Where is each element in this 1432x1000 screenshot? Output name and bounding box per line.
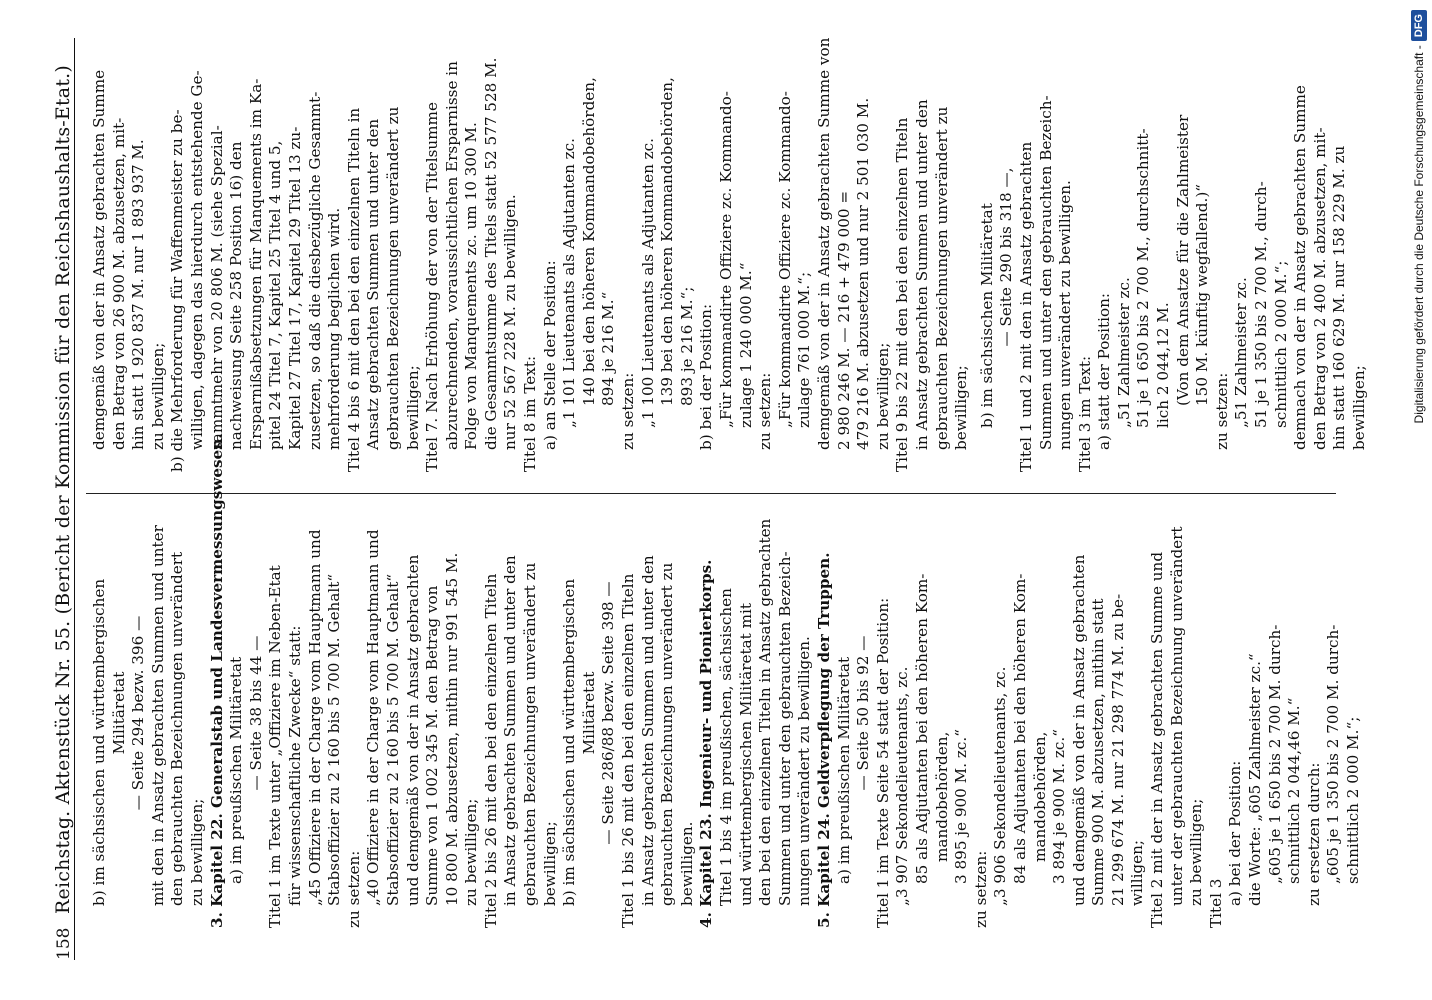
text-line: Militäretat (109, 671, 128, 755)
text-line: zu setzen: (619, 372, 638, 450)
text-line: bewilligen; (540, 821, 559, 906)
text-line: 10 800 M. abzusetzen, mithin nur 991 545 M. (442, 552, 461, 906)
text-line: „45 Offiziere in der Charge vom Hauptmann und (305, 529, 324, 906)
text-line: b) im sächsischen und württembergischen (90, 578, 108, 906)
right-text-column (90, 37, 1368, 472)
text-line: Titel 1 und 2 mit den in Ansatz gebrachten (1016, 141, 1035, 472)
running-title: Reichstag. Aktenstück Nr. 55. (Bericht der Kommission für den Reichshaushalts-Etat.) (52, 64, 74, 914)
text-line: — Seite 38 bis 44 — (246, 635, 265, 791)
text-line: Titel 4 bis 6 mit den bei den einzelnen Titeln in (344, 107, 363, 472)
text-line: den Betrag von 2 400 M. abzusetzen, mit- (1310, 127, 1329, 450)
text-line: demnach von der in Ansatz gebrachten Summe (1291, 85, 1310, 450)
text-line: Titel 1 im Texte unter „Offiziere im Neben-Etat (266, 565, 285, 928)
text-line: 479 216 M. abzusetzen und nur 2 501 030 M. (854, 97, 873, 450)
text-line: Titel 2 bis 26 mit den bei den einzelnen Titeln (481, 573, 500, 928)
credit-text: Digitalisierung gefördert durch die Deutsche Forschungsgemeinschaft - (1412, 45, 1426, 424)
text-line: Titel 3 im Text: (1075, 355, 1094, 472)
text-line: Folge von Manquements zc. um 10 300 M. (462, 122, 481, 450)
text-line: Kapitel 27 Titel 17, Kapitel 29 Titel 13 zu- (285, 126, 304, 450)
text-line: 3 894 je 900 M. zc.“ (1050, 729, 1069, 884)
text-line: demgemäß von der in Ansatz gebrachten Summe von (814, 37, 833, 450)
text-line: „605 je 1 350 bis 2 700 M. durch- (1324, 624, 1343, 884)
text-line: a) im preußischen Militäretat (227, 656, 246, 884)
text-line: bewilligen. (677, 821, 696, 906)
text-line: „3 907 Sekondelieutenants, zc. (893, 666, 912, 906)
text-line: 84 als Adjutanten bei den höheren Kom- (1010, 573, 1029, 884)
text-line: zu bewilligen; (1187, 798, 1206, 906)
text-line: mit den in Ansatz gebrachten Summen und unter (148, 525, 167, 906)
text-line: Ansatz gebrachten Summen und unter den (364, 118, 383, 450)
text-line: schnittlich 2 000 M.“; (1271, 260, 1290, 428)
text-line: hin statt 1 920 837 M. nur 1 893 937 M. (129, 139, 148, 450)
text-line: den gebrauchten Bezeichnungen unverändert (168, 551, 187, 906)
text-line: in Ansatz gebrachten Summen und unter den (638, 555, 657, 906)
text-line: bewilligen; (1350, 365, 1368, 450)
text-line: schnittlich 2 000 M.“; (1344, 716, 1362, 884)
text-line: und demgemäß von der in Ansatz gebrachten (1069, 554, 1088, 906)
text-line: Titel 1 bis 4 im preußischen, sächsischen (717, 588, 735, 906)
text-line: „51 Zahlmeister zc. (1114, 277, 1133, 428)
text-line: „1 101 Lieutenants als Adjutanten zc. (560, 137, 579, 428)
text-line: 140 bei den höheren Kommandobehörden, (579, 77, 598, 406)
text-line: Ersparnißabsetzungen für Manquements im Ka- (246, 78, 265, 450)
text-line: den bei den einzelnen Titeln in Ansatz gebrachten (756, 518, 775, 906)
text-line: Summe 900 M. abzusetzen, mithin statt (1089, 598, 1108, 906)
text-line: 893 je 216 M.“; (677, 286, 696, 406)
dfg-logo: DFG (1411, 10, 1427, 41)
text-line: Titel 3 (1206, 878, 1225, 928)
text-line: pitel 24 Titel 7, Kapitel 25 Titel 4 und 5, (266, 140, 285, 450)
text-line: mandobehörden, (932, 731, 951, 862)
text-line: nur 52 567 228 M. zu bewilligen. (501, 194, 520, 450)
text-line: Summen und unter den gebrauchten Bezeich- (1036, 95, 1055, 450)
text-line: zu ersetzen durch: (1304, 762, 1323, 906)
text-line: (Von dem Ansatze für die Zahlmeister (1173, 114, 1192, 406)
text-line: a) im preußischen Militäretat (834, 656, 853, 884)
text-line: Titel 1 im Texte Seite 54 statt der Position: (873, 597, 892, 928)
text-line: Stabsoffizier zu 2 160 bis 5 700 M. Gehalt“ (325, 573, 344, 906)
text-line: „Für kommandirte Offiziere zc. Kommando- (717, 91, 735, 428)
text-line: mandobehörden, (1030, 731, 1049, 862)
text-line: „51 Zahlmeister zc. (1232, 277, 1251, 428)
text-line: zu bewilligen; (462, 798, 481, 906)
text-line: den Betrag von 26 900 M. abzusetzen, mit- (109, 117, 128, 450)
text-line: demgemäß von der in Ansatz gebrachten Summe (90, 69, 108, 450)
text-line: 4. Kapitel 23. Ingenieur- und Pionierkorps. (697, 559, 716, 928)
text-line: 3. Kapitel 22. Generalstab und Landesvermessungswesen. (207, 433, 226, 928)
text-line: 85 als Adjutanten bei den höheren Kom- (912, 573, 931, 884)
text-line: 2 980 246 M. — 216 + 479 000 = (834, 190, 853, 450)
text-line: in Ansatz gebrachten Summen und unter den (912, 99, 931, 450)
text-line: a) statt der Position: (1095, 293, 1114, 450)
text-line: und württembergischen Militäretat mit (736, 603, 755, 906)
text-line: Titel 7. Nach Erhöhung der von der Titelsumme (423, 102, 442, 472)
text-line: a) bei der Position: (1226, 760, 1245, 906)
text-line: 139 bei den höheren Kommandobehörden, (658, 77, 677, 406)
text-line: — Seite 290 bis 318 —, (997, 167, 1016, 347)
text-line: unter der gebrauchten Bezeichnung unverändert (1167, 526, 1186, 906)
text-line: zu setzen: (756, 372, 775, 450)
running-header (38, 38, 75, 960)
text-line: Summe von 1 002 345 M. den Betrag von (423, 585, 442, 906)
text-line: bewilligen; (403, 365, 422, 450)
text-line: Titel 8 im Text: (521, 355, 540, 472)
text-line: die Worte: „605 Zahlmeister zc.“ (1246, 653, 1265, 906)
text-line: gebrauchten Bezeichnungen unverändert zu (383, 106, 402, 450)
text-line: mehrforderung beglichen wird. (325, 207, 344, 450)
text-line: zulage 1 240 000 M.“ (736, 262, 755, 428)
page-number: 158 (54, 927, 74, 960)
text-line: Summen und unter den gebrauchten Bezeich- (775, 551, 794, 906)
column-divider (86, 493, 1336, 494)
text-line: a) an Stelle der Position: (540, 260, 559, 450)
text-line: 51 je 1 650 bis 2 700 M., durchschnitt- (1134, 128, 1153, 428)
text-line: — Seite 286/88 bezw. Seite 398 — (599, 581, 618, 845)
text-line: zulage 761 000 M.“; (795, 271, 814, 428)
text-line: „1 100 Lieutenants als Adjutanten zc. (638, 137, 657, 428)
text-line: Titel 1 bis 26 mit den bei den einzelnen Titeln (619, 573, 638, 928)
text-line: Militäretat (579, 671, 598, 755)
text-line: „40 Offiziere in der Charge vom Hauptmann und (364, 529, 383, 906)
text-line: Titel 9 bis 22 mit den bei den einzelnen Titeln (893, 117, 912, 472)
text-line: lich 2 044,12 M. (1154, 302, 1173, 428)
left-text-column (90, 433, 1362, 928)
text-line: b) im sächsischen Militäretat (977, 203, 996, 428)
text-line: abzurechnenden, voraussichtlichen Ersparnisse in (442, 61, 461, 450)
text-line: 5. Kapitel 24. Geldverpflegung der Truppen. (814, 552, 833, 928)
text-line: und demgemäß von der in Ansatz gebrachten (403, 554, 422, 906)
text-line: b) die Mehrforderung für Waffenmeister zu be- (168, 109, 187, 472)
text-line: hin statt 160 629 M. nur 158 229 M. zu (1330, 145, 1349, 450)
text-line: „Für kommandirte Offiziere zc. Kommando- (775, 91, 794, 428)
text-line: „3 906 Sekondelieutenants, zc. (991, 666, 1010, 906)
text-line: in Ansatz gebrachten Summen und unter den (501, 555, 520, 906)
text-line: zu setzen: (1212, 372, 1231, 450)
text-line: — Seite 294 bezw. 396 — (129, 615, 148, 811)
text-line: 894 je 216 M.“ (599, 291, 618, 406)
text-line: für wissenschaftliche Zwecke“ statt: (285, 625, 304, 906)
text-line: zu bewilligen; (148, 342, 167, 450)
text-line: schnittlich 2 044,46 M.“ (1285, 697, 1304, 884)
text-line: gebrauchten Bezeichnungen unverändert zu (658, 562, 677, 906)
text-line: Titel 2 mit der in Ansatz gebrachten Summe und (1148, 551, 1167, 928)
text-line: 51 je 1 350 bis 2 700 M., durch- (1252, 181, 1271, 428)
text-line: gebrauchten Bezeichnungen unverändert zu (521, 562, 540, 906)
text-line: „605 je 1 650 bis 2 700 M. durch- (1265, 624, 1284, 884)
text-line: gebrauchten Bezeichnungen unverändert zu (932, 106, 951, 450)
text-line: zu setzen: (344, 850, 363, 928)
text-line: 3 895 je 900 M. zc.“ (952, 729, 971, 884)
text-line: nungen unverändert zu bewilligen. (1056, 180, 1075, 450)
text-line: b) bei der Position: (697, 303, 716, 450)
text-line: bewilligen; (952, 365, 971, 450)
text-line: sammtmehr von 20 806 M. (siehe Spezial- (207, 125, 226, 450)
text-line: nachweisung Seite 258 Position 16) den (227, 141, 246, 450)
text-line: — Seite 50 bis 92 — (854, 635, 873, 791)
text-line: die Gesammtsumme des Titels statt 52 577 528 M. (481, 57, 500, 450)
text-line: 21 299 674 M. nur 21 298 774 M. zu be- (1108, 593, 1127, 906)
text-line: zusetzen, so daß die diesbezügliche Gesammt- (305, 91, 324, 450)
text-line: zu setzen: (971, 850, 990, 928)
text-line: zu bewilligen; (187, 798, 206, 906)
text-line: willigen, dagegen das hierdurch entstehende Ge- (187, 70, 206, 450)
text-line: b) im sächsischen und württembergischen (560, 578, 579, 906)
text-line: nungen unverändert zu bewilligen. (795, 636, 814, 906)
digitization-credit (1408, 10, 1430, 1000)
text-line: Stabsoffizier zu 2 160 bis 5 700 M. Gehalt“ (383, 573, 402, 906)
text-line: 150 M. künftig wegfallend.)“ (1193, 183, 1212, 406)
text-line: zu bewilligen; (873, 342, 892, 450)
text-line: willigen; (1128, 839, 1147, 906)
